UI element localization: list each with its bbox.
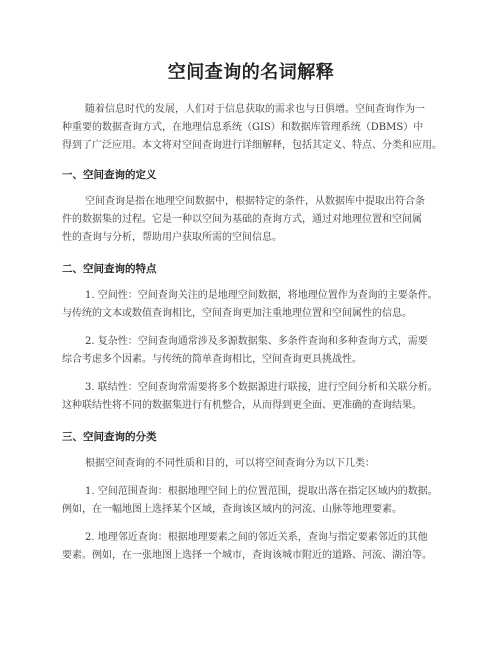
intro-line: 种重要的数据查询方式，在地理信息系统（GIS）和数据库管理系统（DBMS）中 — [62, 122, 424, 133]
intro-line: 得到了广泛应用。本文将对空间查询进行详细解释，包括其定义、特点、分类和应用。 — [62, 140, 442, 151]
feature-item-line: 3. 联结性：空间查询常需要将多个数据源进行联接，进行空间分析和关联分析。 — [85, 382, 438, 393]
feature-item-line: 这种联结性将不同的数据集进行有机整合，从而得到更全面、更准确的查询结果。 — [62, 400, 422, 411]
classification-item-line: 1. 空间范围查询：根据地理空间上的位置范围，提取出落在指定区域内的数据。 — [85, 486, 438, 497]
section-heading-definition: 一、空间查询的定义 — [62, 169, 157, 181]
definition-line: 性的查询与分析，帮助用户获取所需的空间信息。 — [62, 232, 282, 243]
classification-item-line: 2. 地理邻近查询：根据地理要素之间的邻近关系，查询与指定要素邻近的其他 — [85, 532, 428, 543]
definition-line: 空间查询是指在地理空间数据中，根据特定的条件，从数据库中提取出符合条 — [85, 196, 425, 207]
classification-item-line: 例如，在一幅地图上选择某个区域，查询该区域内的河流、山脉等地理要素。 — [62, 504, 402, 515]
intro-line: 随着信息时代的发展，人们对于信息获取的需求也与日俱增。空间查询作为一 — [85, 104, 425, 115]
section-heading-classification: 三、空间查询的分类 — [62, 431, 157, 443]
feature-item-line: 1. 空间性：空间查询关注的是地理空间数据，将地理位置作为查询的主要条件。 — [85, 290, 438, 301]
section-heading-features: 二、空间查询的特点 — [62, 263, 157, 275]
classification-intro: 根据空间查询的不同性质和目的，可以将空间查询分为以下几类： — [85, 458, 375, 469]
feature-item-line: 与传统的文本或数值查询相比，空间查询更加注重地理位置和空间属性的信息。 — [62, 308, 412, 319]
definition-line: 件的数据集的过程。它是一种以空间为基础的查询方式，通过对地理位置和空间属 — [62, 214, 422, 225]
classification-item-line: 要素。例如，在一张地图上选择一个城市，查询该城市附近的道路、河流、湖泊等。 — [62, 550, 432, 561]
feature-item-line: 2. 复杂性：空间查询通常涉及多源数据集、多条件查询和多种查询方式，需要 — [85, 336, 428, 347]
document-title: 空间查询的名词解释 — [167, 62, 335, 83]
feature-item-line: 综合考虑多个因素。与传统的简单查询相比，空间查询更具挑战性。 — [62, 354, 362, 365]
